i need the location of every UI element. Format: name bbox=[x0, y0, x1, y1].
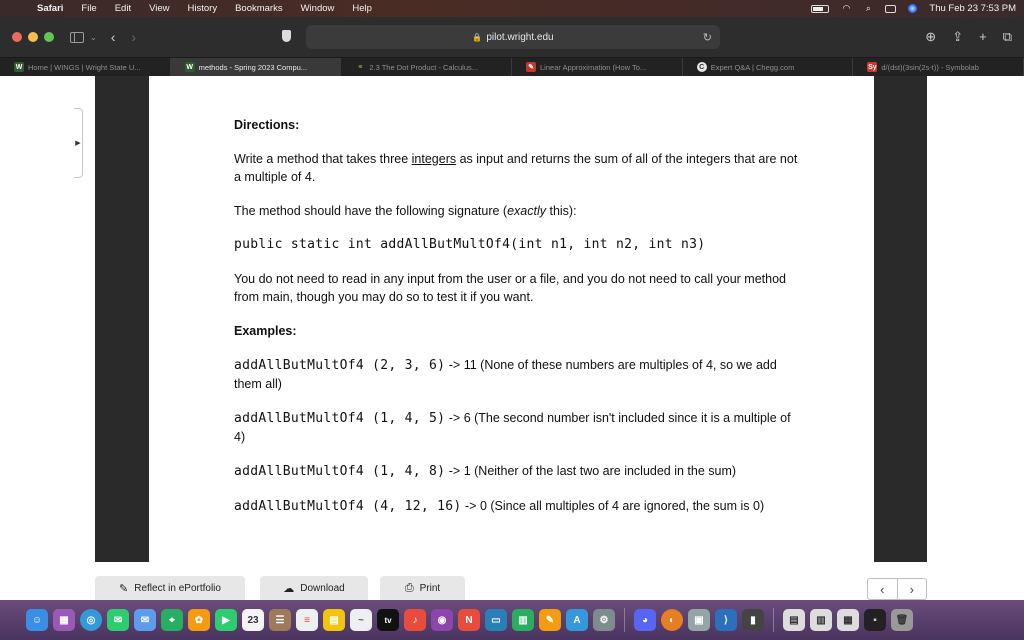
maps-icon[interactable]: ⌖ bbox=[161, 609, 183, 631]
left-gutter bbox=[95, 76, 149, 562]
menu-file[interactable]: File bbox=[81, 3, 97, 14]
example-code: addAllButMultOf4 (4, 12, 16) bbox=[234, 499, 462, 514]
document-thumbnail-icon[interactable]: ▤ bbox=[783, 609, 805, 631]
mail-icon[interactable]: ✉ bbox=[134, 609, 156, 631]
examples-heading: Examples: bbox=[234, 324, 297, 338]
example-result: -> 6 (The second number isn't included since it is a multiple of 4) bbox=[234, 411, 791, 444]
address-bar[interactable] bbox=[306, 25, 720, 49]
menu-app-name[interactable]: Safari bbox=[37, 3, 64, 14]
battery-icon[interactable] bbox=[811, 5, 829, 13]
tab-bar bbox=[0, 57, 1024, 76]
menu-window[interactable]: Window bbox=[300, 3, 335, 14]
finder-icon[interactable]: ☺ bbox=[26, 609, 48, 631]
page-content bbox=[0, 76, 1024, 600]
url-text: pilot.wright.edu bbox=[486, 31, 554, 43]
menu-bookmarks[interactable]: Bookmarks bbox=[235, 3, 283, 14]
download-button[interactable] bbox=[260, 576, 368, 600]
wings-favicon-icon: W bbox=[186, 63, 193, 71]
menu-history[interactable]: History bbox=[187, 3, 218, 14]
example-code: addAllButMultOf4 (2, 3, 6) bbox=[234, 358, 446, 373]
signature-text: The method should have the following signature ( bbox=[234, 204, 508, 218]
sidebar-toggle-icon[interactable] bbox=[70, 32, 84, 43]
preview-icon[interactable]: ▣ bbox=[688, 609, 710, 631]
signature-text-rest: this): bbox=[546, 204, 577, 218]
method-signature-code: public static int addAllButMultOf4(int n1, int n2, int n3) bbox=[234, 237, 706, 252]
signature-emphasis: exactly bbox=[507, 204, 546, 218]
close-window-button[interactable] bbox=[12, 32, 22, 42]
calendar-icon[interactable]: 23 bbox=[242, 609, 264, 631]
apple-tv-icon[interactable]: tv bbox=[377, 609, 399, 631]
pager bbox=[867, 578, 927, 600]
window-controls bbox=[12, 32, 54, 42]
trash-icon[interactable]: 🗑 bbox=[891, 609, 913, 631]
tab-wings-home[interactable] bbox=[0, 58, 171, 76]
previous-page-button[interactable]: ‹ bbox=[868, 579, 898, 599]
tab-label: Linear Approximation (How To... bbox=[540, 62, 647, 72]
dock-separator bbox=[624, 608, 625, 632]
integers-link[interactable]: integers bbox=[411, 152, 457, 166]
facetime-icon[interactable]: ▶ bbox=[215, 609, 237, 631]
window-thumbnail-icon[interactable]: ▪ bbox=[864, 609, 886, 631]
dock-separator bbox=[773, 608, 774, 632]
chevron-down-icon[interactable]: ⌄ bbox=[90, 32, 97, 42]
lock-icon: 🔒 bbox=[472, 32, 483, 42]
safari-icon[interactable]: ◎ bbox=[80, 609, 102, 631]
tab-label: d/(dst)(3sin(2s-t)) - Symbolab bbox=[881, 62, 979, 72]
example-item bbox=[234, 409, 804, 446]
triangle-right-icon: ▶ bbox=[75, 140, 81, 147]
print-button[interactable] bbox=[380, 576, 465, 600]
menu-bar bbox=[0, 0, 1024, 17]
example-result: -> 1 (Neither of the last two are included in the sum) bbox=[445, 464, 737, 478]
firefox-icon[interactable]: ◐ bbox=[661, 609, 683, 631]
symbolab-favicon-icon: Sy bbox=[868, 63, 877, 71]
terminal-icon[interactable]: ▮ bbox=[742, 609, 764, 631]
printer-icon: ⎙ bbox=[404, 581, 414, 594]
pages-icon[interactable]: ✎ bbox=[539, 609, 561, 631]
reflect-eportfolio-button[interactable] bbox=[95, 576, 245, 600]
notes-icon[interactable]: ▤ bbox=[323, 609, 345, 631]
tab-label: Home | WINGS | Wright State U... bbox=[28, 62, 141, 72]
example-item bbox=[234, 462, 804, 481]
menubar-clock[interactable]: Thu Feb 23 7:53 PM bbox=[929, 3, 1016, 14]
tab-label: Expert Q&A | Chegg.com bbox=[710, 62, 795, 72]
example-result: -> 0 (Since all multiples of 4 are ignored, the sum is 0) bbox=[461, 499, 765, 513]
privacy-shield-icon[interactable] bbox=[282, 30, 291, 42]
share-icon[interactable]: ⇪ bbox=[952, 29, 964, 44]
browser-toolbar bbox=[0, 17, 1024, 57]
example-item bbox=[234, 356, 804, 393]
messages-icon[interactable]: ✉ bbox=[107, 609, 129, 631]
reminders-icon[interactable]: ≡ bbox=[296, 609, 318, 631]
cloud-download-icon: ☁ bbox=[283, 582, 295, 595]
tab-label: 2.3 The Dot Product - Calculus... bbox=[369, 62, 479, 72]
zoom-window-button[interactable] bbox=[44, 32, 54, 42]
wifi-icon[interactable]: ◠ bbox=[842, 3, 851, 13]
dock bbox=[0, 600, 1024, 640]
directions-heading: Directions: bbox=[234, 118, 300, 132]
freeform-icon[interactable]: ~ bbox=[350, 609, 372, 631]
tab-chegg[interactable] bbox=[683, 58, 854, 76]
system-settings-icon[interactable]: ⚙ bbox=[593, 609, 615, 631]
signature-paragraph bbox=[234, 202, 804, 220]
download-label: Download bbox=[300, 582, 345, 594]
podcasts-icon[interactable]: ◉ bbox=[431, 609, 453, 631]
example-result: -> 11 (None of these numbers are multiples of 4, so we add them all) bbox=[234, 358, 777, 391]
intro-text-rest: as input and returns the sum of all of the integers that are not a multiple of 4. bbox=[234, 152, 798, 184]
menu-view[interactable]: View bbox=[149, 3, 170, 14]
libretexts-favicon-icon: ≡ bbox=[358, 63, 363, 71]
print-label: Print bbox=[419, 582, 441, 594]
article-favicon-icon: ✎ bbox=[526, 62, 536, 72]
example-code: addAllButMultOf4 (1, 4, 8) bbox=[234, 464, 446, 479]
chegg-favicon-icon: C bbox=[697, 62, 707, 72]
music-icon[interactable]: ♪ bbox=[404, 609, 426, 631]
keynote-icon[interactable]: ▭ bbox=[485, 609, 507, 631]
news-icon[interactable]: N bbox=[458, 609, 480, 631]
note-paragraph: You do not need to read in any input from the user or a file, and you do not need to call your method from main, though you may do so to test it if you want. bbox=[234, 272, 786, 304]
photos-icon[interactable]: ✿ bbox=[188, 609, 210, 631]
example-code: addAllButMultOf4 (1, 4, 5) bbox=[234, 411, 446, 426]
intro-text: Write a method that takes three bbox=[234, 152, 412, 166]
example-item bbox=[234, 497, 804, 516]
wings-favicon-icon: W bbox=[15, 63, 23, 71]
reflect-icon: ✎ bbox=[119, 582, 129, 595]
menu-edit[interactable]: Edit bbox=[114, 3, 132, 14]
intro-paragraph bbox=[234, 150, 804, 186]
reload-icon[interactable]: ↻ bbox=[702, 31, 712, 44]
control-center-icon[interactable] bbox=[885, 5, 896, 13]
tab-methods[interactable] bbox=[171, 58, 342, 76]
tab-symbolab[interactable] bbox=[853, 58, 1024, 76]
app-store-icon[interactable]: A bbox=[566, 609, 588, 631]
new-tab-icon[interactable]: + bbox=[979, 29, 987, 44]
menu-help[interactable]: Help bbox=[352, 3, 372, 14]
vscode-icon[interactable]: ⟩ bbox=[715, 609, 737, 631]
siri-icon[interactable] bbox=[908, 4, 917, 13]
numbers-icon[interactable]: ▥ bbox=[512, 609, 534, 631]
launchpad-icon[interactable]: ▦ bbox=[53, 609, 75, 631]
tab-overview-icon[interactable]: ⧉ bbox=[1002, 29, 1012, 44]
tab-linear-approximation[interactable] bbox=[512, 58, 683, 76]
back-button[interactable]: ‹ bbox=[110, 29, 116, 45]
window-thumbnail-icon[interactable]: ▥ bbox=[810, 609, 832, 631]
right-gutter bbox=[874, 76, 927, 562]
spotlight-search-icon[interactable]: ⌕ bbox=[865, 3, 871, 13]
assignment-document bbox=[234, 116, 804, 516]
expand-panel-handle[interactable] bbox=[74, 108, 83, 178]
minimize-window-button[interactable] bbox=[28, 32, 38, 42]
forward-button[interactable]: › bbox=[131, 29, 137, 45]
discord-icon[interactable]: ◕ bbox=[634, 609, 656, 631]
tab-dot-product[interactable] bbox=[341, 58, 512, 76]
window-thumbnail-icon[interactable]: ▦ bbox=[837, 609, 859, 631]
reflect-label: Reflect in ePortfolio bbox=[134, 582, 221, 594]
downloads-icon[interactable]: ⊕ bbox=[925, 29, 937, 44]
contacts-icon[interactable]: ☰ bbox=[269, 609, 291, 631]
next-page-button[interactable]: › bbox=[909, 581, 914, 597]
tab-label: methods - Spring 2023 Compu... bbox=[198, 62, 308, 72]
